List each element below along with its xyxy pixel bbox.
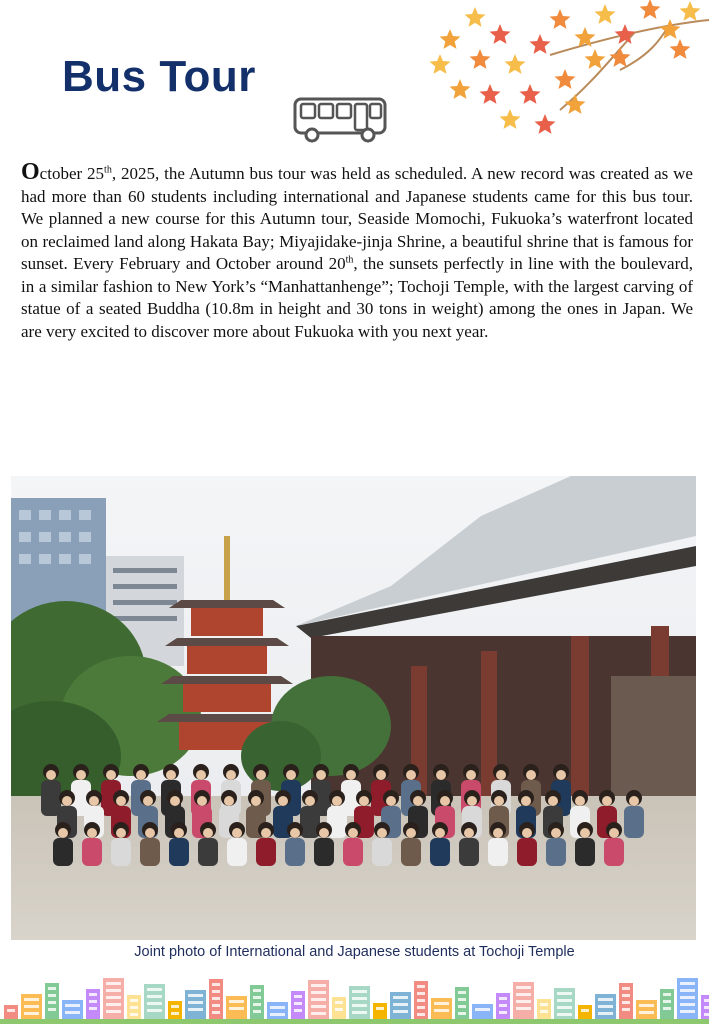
maple-leaf [465,7,486,27]
building-window [540,1003,548,1006]
student-face [376,770,386,780]
article-text-part: , the sunsets perfectly in line with the boulevard, in a similar fashion to New York’s “Manhattanhenge”; Tochoji Temple, with the largest carving of statue of a seated Buddha (10.8m in height and 30 tons in weight) among the ones in Japan. We are very excited to discover more about Fukuoka with you next year. [21,254,693,341]
building-window [7,1009,15,1012]
maple-leaf [640,0,661,19]
student-figure [82,838,102,866]
building-window [352,997,367,1000]
building-window [24,1012,39,1015]
building-window [294,995,302,998]
building-window [417,1006,425,1009]
student-face [494,796,504,806]
student-face [575,796,585,806]
student-figure [517,838,537,866]
student-face [346,770,356,780]
building-window [106,996,121,999]
building-window [417,1013,425,1016]
student-face [580,828,590,838]
town-building [537,999,551,1019]
building-window [352,990,367,993]
student-face [261,828,271,838]
building-window [663,1000,671,1003]
student-figure [285,838,305,866]
building-window [65,1011,80,1014]
building-window [516,993,531,996]
building-window [212,1004,220,1007]
building-window [253,1003,261,1006]
maple-leaf [535,114,556,134]
building-window [499,997,507,1000]
maple-leaf [615,24,636,44]
student-face [170,796,180,806]
maple-leaf [430,54,451,74]
building-window [434,1009,449,1012]
building-window [130,1013,138,1016]
building-window [65,1004,80,1007]
building-window [48,987,56,990]
building-window [147,1009,162,1012]
building-window [557,992,572,995]
student-face [464,828,474,838]
building-window [499,1004,507,1007]
student-figure [169,838,189,866]
maple-leaf [505,54,526,74]
building-window [680,989,695,992]
building-window [598,998,613,1001]
building-window [188,1001,203,1004]
building-window [106,1010,121,1013]
student-figure [111,838,131,866]
maple-leaf [595,4,616,24]
maple-leaf [440,29,461,49]
student-face [332,796,342,806]
building-window [393,996,408,999]
student-face [413,796,423,806]
building-window [680,982,695,985]
student-face [526,770,536,780]
student-face [143,796,153,806]
building-window [24,1005,39,1008]
town-building [62,1000,83,1019]
building-window [311,984,326,987]
maple-leaf [520,84,541,104]
building-window [48,994,56,997]
building-window [581,1009,589,1012]
student-face [359,796,369,806]
building-window [680,1010,695,1013]
town-building [636,1000,657,1019]
building-window [516,986,531,989]
building-window [417,999,425,1002]
building-window [393,1003,408,1006]
student-face [556,770,566,780]
building-window [130,999,138,1002]
building-window [89,993,97,996]
building-window [458,1005,466,1008]
student-figure [604,838,624,866]
student-face [76,770,86,780]
student-figure [198,838,218,866]
building-window [229,1000,244,1003]
building-window [147,1002,162,1005]
student-face [435,828,445,838]
student-face [316,770,326,780]
building-window [130,1006,138,1009]
building-window [598,1005,613,1008]
student-figure [140,838,160,866]
student-face [106,770,116,780]
building-window [704,1006,709,1009]
student-figure [343,838,363,866]
student-face [145,828,155,838]
building-window [253,989,261,992]
student-figure [488,838,508,866]
town-building [431,998,452,1019]
building-window [89,1000,97,1003]
student-face [629,796,639,806]
student-face [196,770,206,780]
building-window [212,997,220,1000]
student-face [406,770,416,780]
student-face [232,828,242,838]
group-photo [11,476,696,940]
student-face [256,770,266,780]
building-window [639,1004,654,1007]
student-face [136,770,146,780]
student-face [62,796,72,806]
building-window [106,1003,121,1006]
building-window [622,1008,630,1011]
building-window [557,1013,572,1016]
student-face [305,796,315,806]
building-window [253,1010,261,1013]
student-face [609,828,619,838]
building-window [24,998,39,1001]
ordinal-suffix: th [345,254,354,266]
building-window [639,1011,654,1014]
maple-leaf [670,39,691,59]
student-face [548,796,558,806]
article-text-part: , 2025, the Autumn bus tour was held as scheduled. A new record was created as we had more than 60 students including international and Japanese students came for this bus tour. We planned a new course for this Autumn tour, Seaside Momochi, Fukuoka’s waterfront located on reclaimed land along Hakata Bay; Miyajidake-jinja Shrine, a beautiful shrine that is famous for sunset. Every February and October around 20 [21,164,693,273]
building-window [376,1007,384,1010]
student-face [440,796,450,806]
student-face [174,828,184,838]
student-face [466,770,476,780]
student-figure [459,838,479,866]
page-title: Bus Tour [62,52,256,101]
student-face [436,770,446,780]
bus-icon [292,95,388,143]
student-face [493,828,503,838]
maple-leaf [555,69,576,89]
student-figure [227,838,247,866]
building-window [417,992,425,995]
student-face [406,828,416,838]
student-face [251,796,261,806]
student-face [224,796,234,806]
maple-leaf [450,79,471,99]
student-figure [575,838,595,866]
maple-leaf [480,84,501,104]
student-figure [256,838,276,866]
building-window [294,1009,302,1012]
building-window [106,982,121,985]
maple-leaf [530,34,551,54]
building-window [171,1012,179,1015]
maple-leaf [470,49,491,69]
building-window [704,999,709,1002]
building-window [311,1012,326,1015]
photo-caption: Joint photo of International and Japanese students at Tochoji Temple [134,944,575,960]
building-window [253,996,261,999]
building-window [294,1002,302,1005]
building-window [458,991,466,994]
maple-leaf [565,94,586,114]
building-window [557,999,572,1002]
building-window [663,1007,671,1010]
building-window [475,1008,490,1011]
maple-leaf [500,109,521,129]
building-window [48,1008,56,1011]
building-window [663,993,671,996]
town-building [373,1003,387,1019]
building-window [680,996,695,999]
student-figure [314,838,334,866]
student-face [89,796,99,806]
student-face [377,828,387,838]
building-window [270,1006,285,1009]
building-window [516,1007,531,1010]
student-face [166,770,176,780]
student-face [521,796,531,806]
building-window [188,994,203,997]
article-text [21,160,693,343]
building-window [188,1008,203,1011]
building-window [680,1003,695,1006]
building-window [335,1001,343,1004]
maple-leaf [490,24,511,44]
student-figure [372,838,392,866]
building-window [212,983,220,986]
building-window [393,1010,408,1013]
student-figure [624,806,644,838]
town-building [472,1004,493,1019]
town-building [168,1001,182,1019]
building-window [540,1010,548,1013]
student-face [522,828,532,838]
building-window [229,1007,244,1010]
student-face [116,796,126,806]
building-window [352,1004,367,1007]
student-face [602,796,612,806]
maple-leaves-decoration [420,0,709,150]
student-face [496,770,506,780]
student-face [386,796,396,806]
building-window [499,1011,507,1014]
building-window [417,985,425,988]
student-face [348,828,358,838]
ordinal-suffix: th [104,164,112,176]
building-window [147,988,162,991]
student-face [278,796,288,806]
building-window [311,998,326,1001]
building-window [147,995,162,998]
town-skyline-decoration [0,974,709,1024]
building-window [270,1013,285,1016]
student-face [87,828,97,838]
maple-leaf [610,47,631,67]
student-figure [546,838,566,866]
building-window [622,1001,630,1004]
building-window [89,1007,97,1010]
student-figure [53,838,73,866]
building-window [171,1005,179,1008]
building-window [557,1006,572,1009]
building-window [106,989,121,992]
building-window [311,991,326,994]
building-window [48,1001,56,1004]
building-window [516,1000,531,1003]
building-window [352,1011,367,1014]
maple-leaf [550,9,571,29]
student-face [58,828,68,838]
student-face [286,770,296,780]
student-figure [430,838,450,866]
building-window [704,1013,709,1016]
building-window [622,994,630,997]
student-face [290,828,300,838]
building-window [212,990,220,993]
student-face [551,828,561,838]
student-face [226,770,236,780]
building-window [212,1011,220,1014]
building-window [622,987,630,990]
student-face [203,828,213,838]
building-window [598,1012,613,1015]
student-figure [401,838,421,866]
student-face [197,796,207,806]
article-text-part: ctober 25 [39,164,105,183]
student-face [467,796,477,806]
building-window [458,1012,466,1015]
student-face [116,828,126,838]
building-window [434,1002,449,1005]
building-window [311,1005,326,1008]
maple-leaf [585,49,606,69]
student-face [46,770,56,780]
building-window [458,998,466,1001]
maple-leaf [680,1,701,21]
drop-cap: O [21,159,40,185]
student-face [319,828,329,838]
building-window [335,1008,343,1011]
town-building [267,1002,288,1019]
